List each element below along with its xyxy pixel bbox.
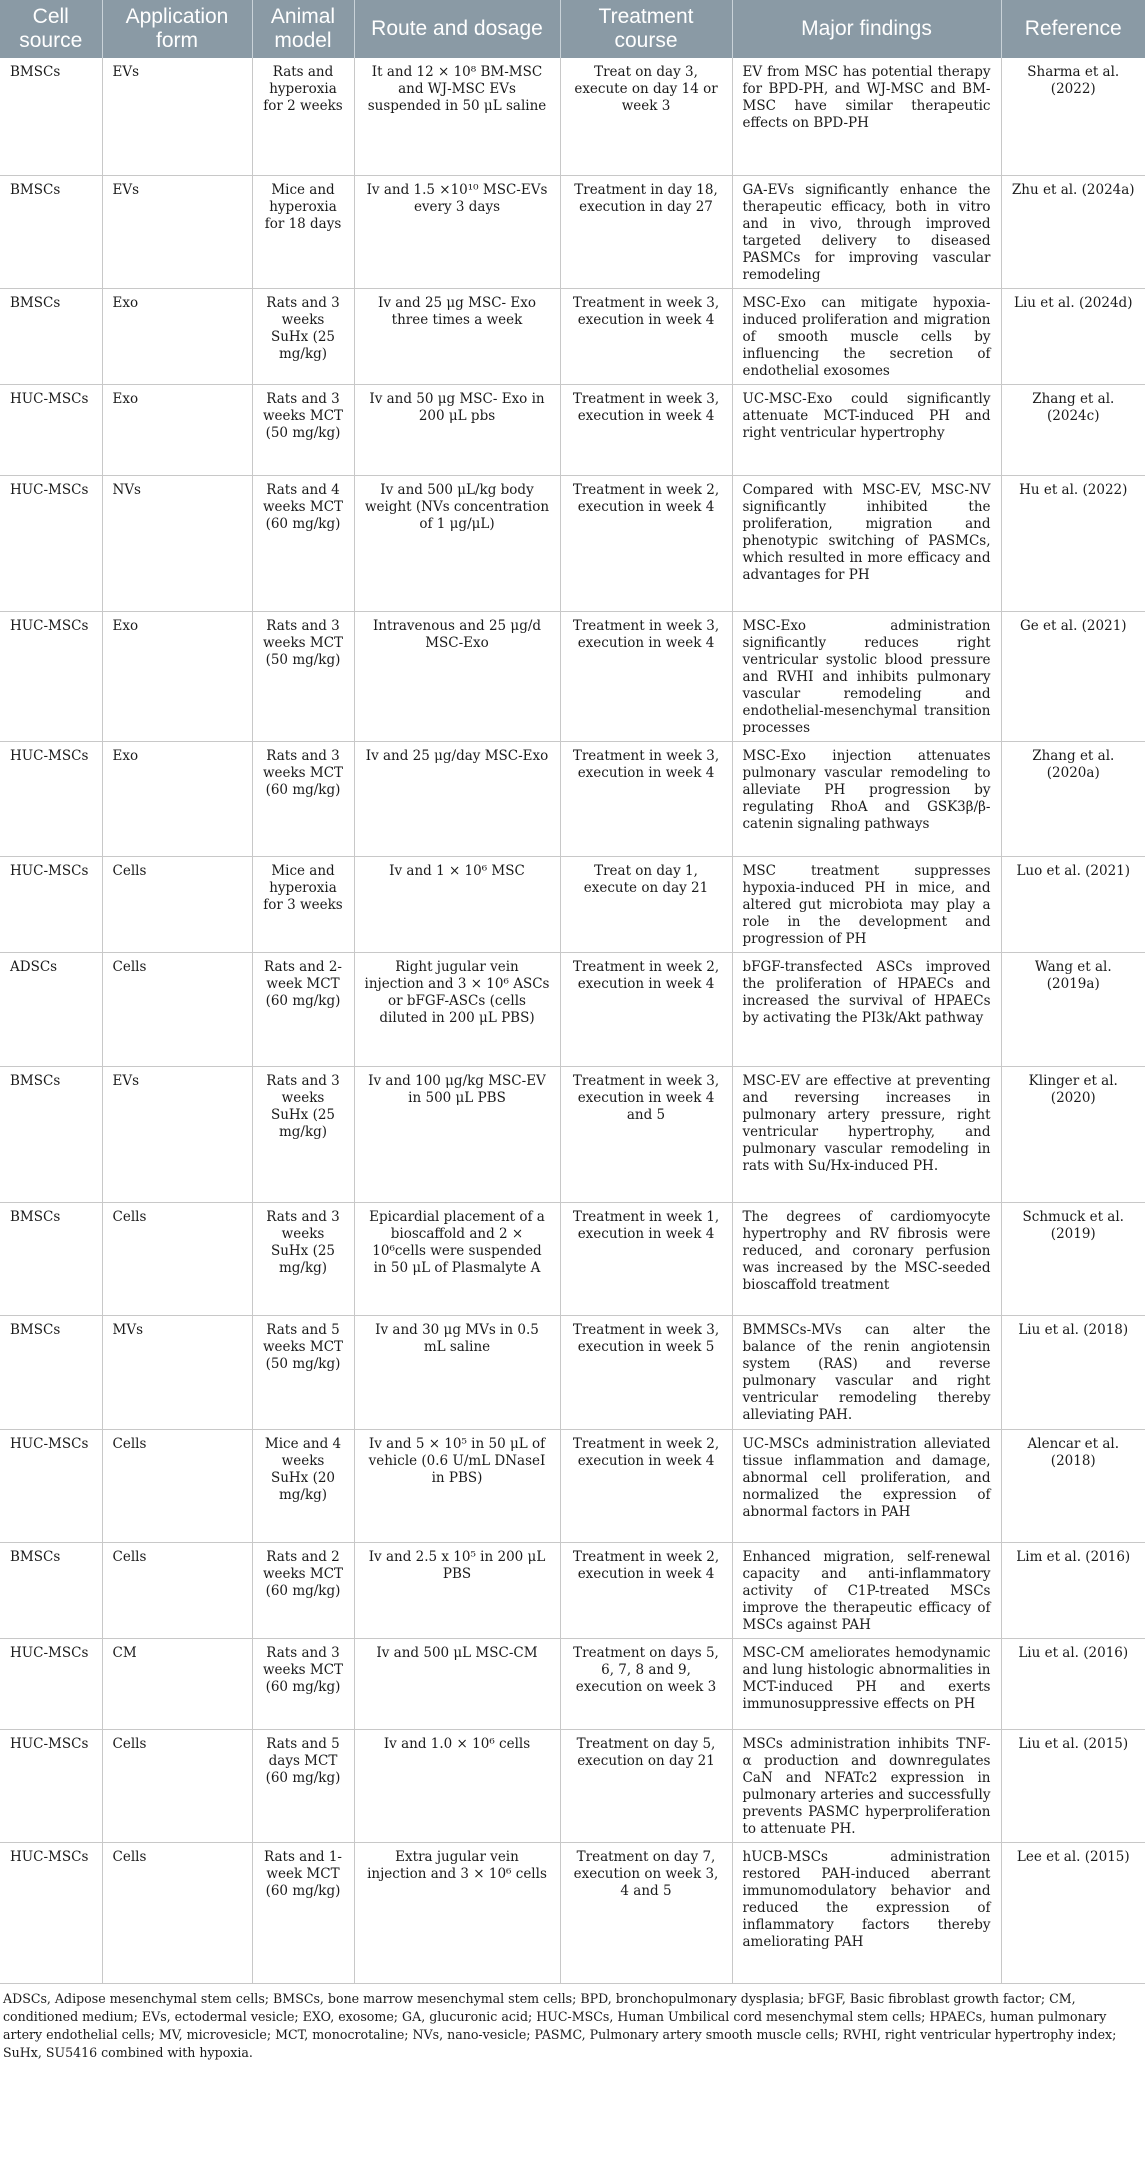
major-findings-cell: GA-EVs significantly enhance the therapeutic efficacy, both in vitro and in vivo, through improved targeted delivery to diseased PASMCs for improving vascular remodeling <box>732 175 1001 288</box>
treatment-course-cell: Treatment in week 2, execution in week 4 <box>560 1429 732 1542</box>
route-dosage-cell: Iv and 30 μg MVs in 0.5 mL saline <box>354 1315 560 1429</box>
animal-model-cell: Rats and 5 weeks MCT (50 mg/kg) <box>252 1315 354 1429</box>
reference-cell: Liu et al. (2015) <box>1001 1729 1145 1842</box>
cell-source-cell: HUC-MSCs <box>0 1729 102 1842</box>
major-findings-cell: The degrees of cardiomyocyte hypertrophy and RV fibrosis were reduced, and coronary perfusion was increased by the MSC-seeded bioscaffold treatment <box>732 1202 1001 1315</box>
table-row <box>0 1315 1145 1429</box>
application-form-cell: Cells <box>102 1842 252 1983</box>
route-dosage-cell: Iv and 50 μg MSC- Exo in 200 μL pbs <box>354 384 560 475</box>
application-form-cell: Cells <box>102 1729 252 1842</box>
reference-cell: Liu et al. (2016) <box>1001 1638 1145 1729</box>
table-row <box>0 1202 1145 1315</box>
route-dosage-cell: Right jugular vein injection and 3 × 10⁶ ASCs or bFGF-ASCs (cells diluted in 200 μL PBS) <box>354 952 560 1066</box>
table-row <box>0 611 1145 741</box>
route-dosage-cell: Iv and 2.5 x 10⁵ in 200 μL PBS <box>354 1542 560 1638</box>
route-dosage-cell: Iv and 25 μg/day MSC-Exo <box>354 741 560 856</box>
cell-source-cell: HUC-MSCs <box>0 741 102 856</box>
reference-cell: Zhang et al. (2024c) <box>1001 384 1145 475</box>
reference-cell: Liu et al. (2018) <box>1001 1315 1145 1429</box>
table-row <box>0 384 1145 475</box>
route-dosage-cell: Iv and 5 × 10⁵ in 50 μL of vehicle (0.6 U/mL DNaseI in PBS) <box>354 1429 560 1542</box>
treatment-course-cell: Treatment in week 2, execution in week 4 <box>560 952 732 1066</box>
cell-source-cell: BMSCs <box>0 1542 102 1638</box>
animal-model-cell: Rats and 3 weeks MCT (60 mg/kg) <box>252 1638 354 1729</box>
animal-model-cell: Rats and 3 weeks MCT (50 mg/kg) <box>252 611 354 741</box>
reference-cell: Alencar et al. (2018) <box>1001 1429 1145 1542</box>
major-findings-cell: MSC-Exo can mitigate hypoxia-induced proliferation and migration of smooth muscle cells by influencing the secretion of endothelial exosomes <box>732 288 1001 384</box>
reference-cell: Hu et al. (2022) <box>1001 475 1145 611</box>
table-row <box>0 175 1145 288</box>
treatment-course-cell: Treatment in week 3, execution in week 4 and 5 <box>560 1066 732 1202</box>
application-form-cell: MVs <box>102 1315 252 1429</box>
header-animal-model: Animal model <box>252 0 354 58</box>
animal-model-cell: Rats and 2-week MCT (60 mg/kg) <box>252 952 354 1066</box>
major-findings-cell: MSC treatment suppresses hypoxia-induced PH in mice, and altered gut microbiota may play a role in the development and progression of PH <box>732 856 1001 952</box>
major-findings-cell: UC-MSCs administration alleviated tissue inflammation and damage, abnormal cell proliferation, and normalized the expression of abnormal factors in PAH <box>732 1429 1001 1542</box>
table-row <box>0 475 1145 611</box>
application-form-cell: Cells <box>102 1542 252 1638</box>
animal-model-cell: Rats and 1-week MCT (60 mg/kg) <box>252 1842 354 1983</box>
treatment-course-cell: Treat on day 1, execute on day 21 <box>560 856 732 952</box>
application-form-cell: Cells <box>102 856 252 952</box>
cell-source-cell: BMSCs <box>0 1315 102 1429</box>
application-form-cell: Exo <box>102 288 252 384</box>
reference-cell: Liu et al. (2024d) <box>1001 288 1145 384</box>
table-row <box>0 1638 1145 1729</box>
application-form-cell: NVs <box>102 475 252 611</box>
major-findings-cell: MSC-EV are effective at preventing and reversing increases in pulmonary artery pressure, right ventricular hypertrophy, and pulmonary vascular remodeling in rats with Su/Hx-induced PH. <box>732 1066 1001 1202</box>
table-row <box>0 1066 1145 1202</box>
application-form-cell: Cells <box>102 1202 252 1315</box>
cell-source-cell: ADSCs <box>0 952 102 1066</box>
treatment-course-cell: Treatment on days 5, 6, 7, 8 and 9, execution on week 3 <box>560 1638 732 1729</box>
treatment-course-cell: Treatment on day 5, execution on day 21 <box>560 1729 732 1842</box>
animal-model-cell: Rats and 5 days MCT (60 mg/kg) <box>252 1729 354 1842</box>
treatment-course-cell: Treatment in week 2, execution in week 4 <box>560 475 732 611</box>
treatment-course-cell: Treatment in week 3, execution in week 4 <box>560 288 732 384</box>
treatment-course-cell: Treatment in week 1, execution in week 4 <box>560 1202 732 1315</box>
cell-source-cell: HUC-MSCs <box>0 1638 102 1729</box>
reference-cell: Lee et al. (2015) <box>1001 1842 1145 1983</box>
application-form-cell: EVs <box>102 175 252 288</box>
major-findings-cell: UC-MSC-Exo could significantly attenuate MCT-induced PH and right ventricular hypertrophy <box>732 384 1001 475</box>
reference-cell: Wang et al. (2019a) <box>1001 952 1145 1066</box>
route-dosage-cell: It and 12 × 10⁸ BM-MSC and WJ-MSC EVs suspended in 50 μL saline <box>354 58 560 175</box>
header-application-form: Application form <box>102 0 252 58</box>
application-form-cell: Cells <box>102 952 252 1066</box>
route-dosage-cell: Iv and 500 μL/kg body weight (NVs concentration of 1 μg/μL) <box>354 475 560 611</box>
animal-model-cell: Rats and 3 weeks MCT (60 mg/kg) <box>252 741 354 856</box>
major-findings-cell: MSC-CM ameliorates hemodynamic and lung histologic abnormalities in MCT-induced PH and exerts immunosuppressive effects on PH <box>732 1638 1001 1729</box>
route-dosage-cell: Iv and 1.0 × 10⁶ cells <box>354 1729 560 1842</box>
application-form-cell: EVs <box>102 58 252 175</box>
major-findings-cell: BMMSCs-MVs can alter the balance of the renin angiotensin system (RAS) and reverse pulmonary vascular and right ventricular remodeling thereby alleviating PAH. <box>732 1315 1001 1429</box>
reference-cell: Zhu et al. (2024a) <box>1001 175 1145 288</box>
route-dosage-cell: Intravenous and 25 μg/d MSC-Exo <box>354 611 560 741</box>
cell-source-cell: HUC-MSCs <box>0 475 102 611</box>
application-form-cell: Exo <box>102 741 252 856</box>
application-form-cell: Exo <box>102 384 252 475</box>
route-dosage-cell: Iv and 25 μg MSC- Exo three times a week <box>354 288 560 384</box>
cell-source-cell: HUC-MSCs <box>0 1429 102 1542</box>
application-form-cell: CM <box>102 1638 252 1729</box>
animal-model-cell: Rats and 2 weeks MCT (60 mg/kg) <box>252 1542 354 1638</box>
animal-model-cell: Rats and 3 weeks SuHx (25 mg/kg) <box>252 288 354 384</box>
reference-cell: Klinger et al. (2020) <box>1001 1066 1145 1202</box>
major-findings-cell: Enhanced migration, self-renewal capacity and anti-inflammatory activity of C1P-treated MSCs improve the therapeutic efficacy of MSCs against PAH <box>732 1542 1001 1638</box>
cell-source-cell: HUC-MSCs <box>0 856 102 952</box>
cell-source-cell: BMSCs <box>0 288 102 384</box>
animal-model-cell: Rats and 3 weeks SuHx (25 mg/kg) <box>252 1066 354 1202</box>
header-reference: Reference <box>1001 0 1145 58</box>
reference-cell: Sharma et al. (2022) <box>1001 58 1145 175</box>
table-body <box>0 58 1145 1983</box>
table-row <box>0 856 1145 952</box>
treatment-course-cell: Treatment in week 2, execution in week 4 <box>560 1542 732 1638</box>
table-row <box>0 1542 1145 1638</box>
route-dosage-cell: Iv and 500 μL MSC-CM <box>354 1638 560 1729</box>
animal-model-cell: Mice and hyperoxia for 18 days <box>252 175 354 288</box>
route-dosage-cell: Epicardial placement of a bioscaffold and 2 × 10⁶cells were suspended in 50 μL of Plasmalyte A <box>354 1202 560 1315</box>
major-findings-cell: Compared with MSC-EV, MSC-NV significantly inhibited the proliferation, migration and phenotypic switching of PASMCs, which resulted in more efficacy and advantages for PH <box>732 475 1001 611</box>
cell-source-cell: HUC-MSCs <box>0 611 102 741</box>
reference-cell: Zhang et al. (2020a) <box>1001 741 1145 856</box>
table-row <box>0 58 1145 175</box>
route-dosage-cell: Iv and 1.5 ×10¹⁰ MSC-EVs every 3 days <box>354 175 560 288</box>
table-row <box>0 952 1145 1066</box>
reference-cell: Schmuck et al. (2019) <box>1001 1202 1145 1315</box>
cell-source-cell: BMSCs <box>0 58 102 175</box>
animal-model-cell: Rats and 3 weeks MCT (50 mg/kg) <box>252 384 354 475</box>
table-row <box>0 741 1145 856</box>
animal-model-cell: Mice and 4 weeks SuHx (20 mg/kg) <box>252 1429 354 1542</box>
cell-source-cell: HUC-MSCs <box>0 1842 102 1983</box>
header-treatment-course: Treatment course <box>560 0 732 58</box>
treatment-course-cell: Treatment in week 3, execution in week 5 <box>560 1315 732 1429</box>
table-row <box>0 1842 1145 1983</box>
treatment-course-cell: Treatment on day 7, execution on week 3, 4 and 5 <box>560 1842 732 1983</box>
major-findings-cell: MSC-Exo administration significantly reduces right ventricular systolic blood pressure and RVHI and inhibits pulmonary vascular remodeling and endothelial-mesenchymal transition processes <box>732 611 1001 741</box>
major-findings-cell: MSCs administration inhibits TNF-α production and downregulates CaN and NFATc2 expression in pulmonary arteries and successfully prevents PASMC hyperproliferation to attenuate PH. <box>732 1729 1001 1842</box>
animal-model-cell: Rats and 3 weeks SuHx (25 mg/kg) <box>252 1202 354 1315</box>
route-dosage-cell: Extra jugular vein injection and 3 × 10⁶ cells <box>354 1842 560 1983</box>
major-findings-cell: bFGF-transfected ASCs improved the proliferation of HPAECs and increased the survival of HPAECs by activating the PI3k/Akt pathway <box>732 952 1001 1066</box>
cell-source-cell: BMSCs <box>0 1202 102 1315</box>
table-header <box>0 0 1145 58</box>
table-row <box>0 1729 1145 1842</box>
animal-model-cell: Rats and hyperoxia for 2 weeks <box>252 58 354 175</box>
treatment-course-cell: Treat on day 3, execute on day 14 or week 3 <box>560 58 732 175</box>
treatment-course-cell: Treatment in day 18, execution in day 27 <box>560 175 732 288</box>
application-form-cell: EVs <box>102 1066 252 1202</box>
header-route-dosage: Route and dosage <box>354 0 560 58</box>
animal-model-cell: Mice and hyperoxia for 3 weeks <box>252 856 354 952</box>
header-major-findings: Major findings <box>732 0 1001 58</box>
application-form-cell: Cells <box>102 1429 252 1542</box>
route-dosage-cell: Iv and 100 μg/kg MSC-EV in 500 μL PBS <box>354 1066 560 1202</box>
major-findings-cell: EV from MSC has potential therapy for BPD-PH, and WJ-MSC and BM-MSC have similar therapeutic effects on BPD-PH <box>732 58 1001 175</box>
major-findings-cell: MSC-Exo injection attenuates pulmonary vascular remodeling to alleviate PH progression by regulating RhoA and GSK3β/β-catenin signaling pathways <box>732 741 1001 856</box>
application-form-cell: Exo <box>102 611 252 741</box>
reference-cell: Luo et al. (2021) <box>1001 856 1145 952</box>
cell-source-cell: BMSCs <box>0 1066 102 1202</box>
treatment-course-cell: Treatment in week 3, execution in week 4 <box>560 611 732 741</box>
major-findings-cell: hUCB-MSCs administration restored PAH-induced aberrant immunomodulatory behavior and reduced the expression of inflammatory factors thereby ameliorating PAH <box>732 1842 1001 1983</box>
cell-source-cell: HUC-MSCs <box>0 384 102 475</box>
treatment-course-cell: Treatment in week 3, execution in week 4 <box>560 384 732 475</box>
animal-model-cell: Rats and 4 weeks MCT (60 mg/kg) <box>252 475 354 611</box>
cell-source-cell: BMSCs <box>0 175 102 288</box>
table-footnote: ADSCs, Adipose mesenchymal stem cells; BMSCs, bone marrow mesenchymal stem cells; BPD, bronchopulmonary dysplasia; bFGF, Basic fibroblast growth factor; CM, conditioned medium; EVs, ectodermal vesicle; EXO, exosome; GA, glucuronic acid; HUC-MSCs, Human Umbilical cord mesenchymal stem cells; HPAECs, human pulmonary artery endothelial cells; MV, microvesicle; MCT, monocrotaline; NVs, nano-vesicle; PASMC, Pulmonary artery smooth muscle cells; RVHI, right ventricular hypertrophy index; SuHx, SU5416 combined with hypoxia. <box>3 1990 1117 2060</box>
table-row <box>0 288 1145 384</box>
table-row <box>0 1429 1145 1542</box>
reference-cell: Lim et al. (2016) <box>1001 1542 1145 1638</box>
header-cell-source: Cell source <box>0 0 102 58</box>
treatment-course-cell: Treatment in week 3, execution in week 4 <box>560 741 732 856</box>
route-dosage-cell: Iv and 1 × 10⁶ MSC <box>354 856 560 952</box>
reference-cell: Ge et al. (2021) <box>1001 611 1145 741</box>
